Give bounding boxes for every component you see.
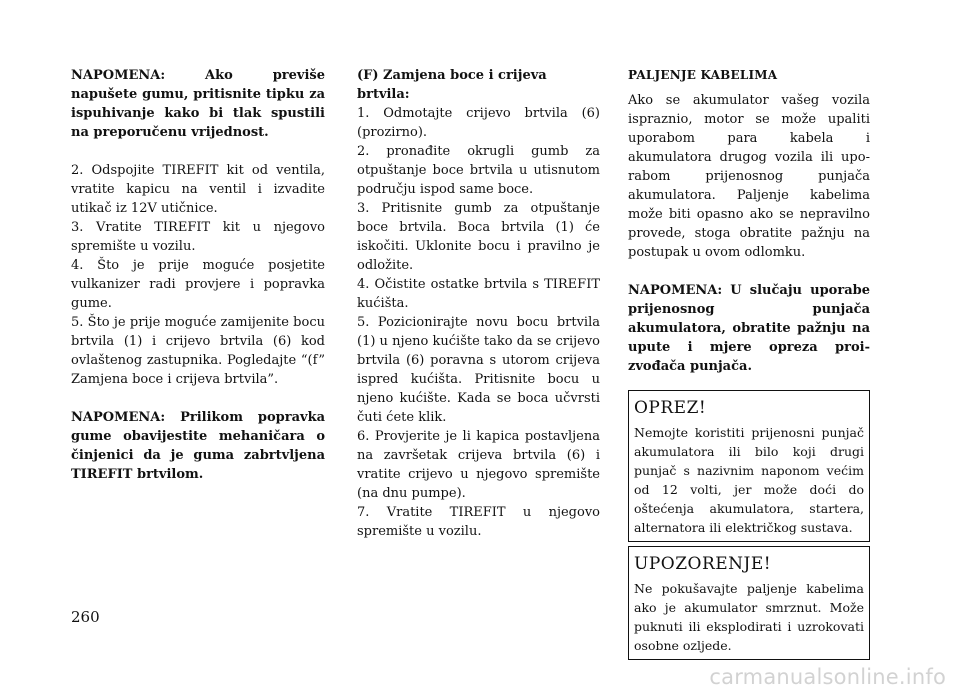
section-heading-sealant-replacement: (F) Zamjena boce i crijeva brtvila: (357, 68, 547, 102)
step-4: 4. Što je prije moguće posjetite vulkanizer radi provjere i popravka gume. (71, 258, 325, 311)
replace-step: 4. Očistite ostatke brtvila s TIREFIT kućišta. (357, 277, 600, 311)
note-overinflation: NAPOMENA: Ako previše napušete gumu, pritisnite tipku za ispuhivanje kako bi tlak spustili na preporučenu vrijednost. (71, 68, 325, 140)
replace-step: 5. Pozicionirajte novu bocu brtvila (1) u njeno kućište tako da se crijevo brtvila (6) poravna s utorom crijeva ispred kućišta. Pritisnite bocu u njeno kućište. Kada se boca učvrsti čuti ćete klik. (357, 315, 600, 425)
caution-body: Nemojte koristiti prijenosni punjač akumulatora ili bilo koji drugi punjač s nazivnim naponom većim od 12 volti, jer može doći do oštećenja akumulatora, startera, alternatora ili električkog sustava. (634, 425, 864, 535)
replace-step: 7. Vratite TIREFIT u njegovo spremište u vozilu. (357, 505, 600, 539)
step-5: 5. Što je prije moguće zamijenite bocu brtvila (1) i crijevo brtvila (6) kod ovlaštenog zastupnika. Pogledajte “(f” Zamjena boce i crijeva brtvila”. (71, 315, 325, 387)
column-middle (357, 66, 600, 541)
caution-title: OPREZ! (634, 398, 707, 418)
caution-box (628, 390, 870, 542)
replace-step: 2. pronađite okrugli gumb za otpuštanje boce brtvila u utisnutom području ispod same boce. (357, 144, 600, 197)
replace-step: 3. Pritisnite gumb za otpuštanje boce brtvila. Boca brtvila (1) će iskočiti. Uklonite bocu i pravilno je odložite. (357, 201, 600, 273)
warning-title: UPOZORENJE! (634, 554, 772, 574)
section-heading-jump-start: PALJENJE KABELIMA (628, 68, 778, 82)
step-3: 3. Vratite TIREFIT kit u njegovo spremište u vozilu. (71, 220, 325, 254)
column-right (628, 66, 870, 660)
replace-step: 1. Odmotajte crijevo brtvila (6) (prozirno). (357, 106, 600, 140)
watermark-text: carmanualsonline.info (709, 665, 946, 689)
step-2: 2. Odspojite TIREFIT kit od ventila, vratite kapicu na ventil i izvadite utikač iz 12V utičnice. (71, 163, 325, 216)
jump-start-intro: Ako se akumulator vašeg vozila ispraznio, motor se može upaliti uporabom para kabela i akumulatora drugog vozila ili uporabom prijenosnog punjača akumulatora. Paljenje kabelima može biti opasno ako se nepravilno provede, stoga obratite pažnju na postupak u ovom odlomku. (628, 93, 870, 260)
replace-step: 6. Provjerite je li kapica postavljena na završetak crijeva brtvila (6) i vratite crijevo u njegovo spremište (na dnu pumpe). (357, 429, 600, 501)
page-number: 260 (71, 608, 100, 626)
column-left (71, 66, 325, 484)
warning-box (628, 546, 870, 660)
warning-body: Ne pokušavajte paljenje kabelima ako je akumulator smrznut. Može puknuti ili eksplodirati i uzrokovati osobne ozljede. (634, 581, 864, 653)
note-mechanic: NAPOMENA: Prilikom popravka gume obavijestite mehaničara o činjenici da je guma zabrtvljena TIREFIT brtvilom. (71, 410, 325, 482)
note-portable-charger: NAPOMENA: U slučaju uporabe prijenosnog punjača akumulatora, obratite pažnju na upute i mjere opreza proizvođača punjača. (628, 283, 870, 374)
